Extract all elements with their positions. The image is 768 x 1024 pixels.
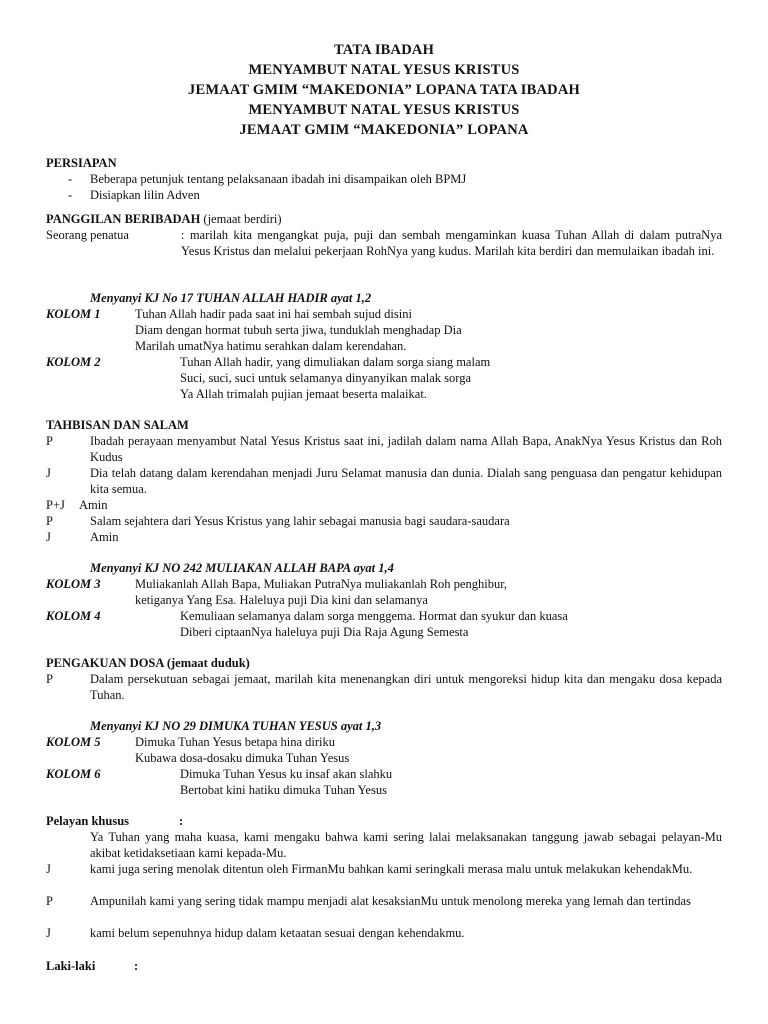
kolom6-line-2: Bertobat kini hatiku dimuka Tuhan Yesus	[180, 783, 387, 797]
persiapan-item-2: Disiapkan lilin Adven	[90, 188, 200, 202]
laki-colon: :	[134, 959, 139, 973]
kolom1-label: KOLOM 1	[46, 307, 101, 321]
panggilan-text: : marilah kita mengangkat puja, puji dan sembah mengaminkan kuasa Tuhan Allah di dalam putraNya Yesus Kristus dan melalui pekerjaan RohNya yang kudus. Marilah kita berdiri dan memulaikan ibadah ini.	[181, 228, 722, 258]
panggilan-heading-row	[46, 211, 282, 227]
pelayan-label-1: J	[46, 862, 51, 876]
kolom2-label: KOLOM 2	[46, 355, 101, 369]
tahbisan-label-4: P	[46, 514, 53, 528]
pelayan-label-3: J	[46, 926, 51, 940]
title-line-5: JEMAAT GMIM “MAKEDONIA” LOPANA	[239, 122, 529, 138]
pelayan-colon: :	[179, 814, 184, 828]
persiapan-bullet-2: -	[68, 188, 73, 202]
persiapan-item-1: Beberapa petunjuk tentang pelaksanaan ibadah ini disampaikan oleh BPMJ	[90, 172, 467, 186]
tahbisan-text-1: Ibadah perayaan menyambut Natal Yesus Kristus saat ini, jadilah dalam nama Allah Bapa, AnakNya Yesus Kristus dan Roh Kudus	[90, 434, 722, 464]
title-block	[0, 40, 768, 140]
pelayan-intro: Ya Tuhan yang maha kuasa, kami mengaku bahwa kami sering lalai melaksanakan tanggung jawab sebagai pelayan-Mu akibat ketidaksetiaan kami kepada-Mu.	[90, 830, 722, 860]
song1-title: Menyanyi KJ No 17 TUHAN ALLAH HADIR ayat 1,2	[90, 291, 372, 305]
kolom3-label: KOLOM 3	[46, 577, 101, 591]
tahbisan-label-3: P+J	[46, 498, 65, 512]
tahbisan-text-3: Amin	[79, 498, 108, 512]
kolom5-label: KOLOM 5	[46, 735, 101, 749]
kolom3-line-2: ketiganya Yang Esa. Haleluya puji Dia kini dan selamanya	[135, 593, 428, 607]
tahbisan-text-5: Amin	[90, 530, 119, 544]
kolom1-line-2: Diam dengan hormat tubuh serta jiwa, tunduklah menghadap Dia	[135, 323, 462, 337]
persiapan-bullet-1: -	[68, 172, 73, 186]
kolom3-line-1: Muliakanlah Allah Bapa, Muliakan PutraNya muliakanlah Roh penghibur,	[135, 577, 507, 591]
kolom6-label: KOLOM 6	[46, 767, 101, 781]
panggilan-note: (jemaat berdiri)	[200, 212, 282, 226]
tahbisan-label-1: P	[46, 434, 53, 448]
pengakuan-label: P	[46, 672, 53, 686]
laki-heading: Laki-laki	[46, 959, 96, 973]
title-line-4: MENYAMBUT NATAL YESUS KRISTUS	[248, 102, 520, 118]
tahbisan-heading: TAHBISAN DAN SALAM	[46, 418, 189, 432]
title-line-2: MENYAMBUT NATAL YESUS KRISTUS	[248, 62, 520, 78]
kolom2-line-2: Suci, suci, suci untuk selamanya dinyanyikan malak sorga	[180, 371, 472, 385]
kolom5-line-1: Dimuka Tuhan Yesus betapa hina diriku	[135, 735, 335, 749]
tahbisan-label-5: J	[46, 530, 51, 544]
kolom5-line-2: Kubawa dosa-dosaku dimuka Tuhan Yesus	[135, 751, 350, 765]
kolom4-line-1: Kemuliaan selamanya dalam sorga menggema. Hormat dan syukur dan kuasa	[180, 609, 568, 623]
kolom6-line-1: Dimuka Tuhan Yesus ku insaf akan slahku	[180, 767, 393, 781]
tahbisan-label-2: J	[46, 466, 51, 480]
persiapan-heading: PERSIAPAN	[46, 156, 117, 170]
kolom4-line-2: Diberi ciptaanNya haleluya puji Dia Raja Agung Semesta	[180, 625, 469, 639]
pengakuan-text: Dalam persekutuan sebagai jemaat, marilah kita menenangkan diri untuk mengoreksi hidup kita dan mengaku dosa kepada Tuhan.	[90, 672, 722, 702]
pelayan-text-2: Ampunilah kami yang sering tidak mampu menjadi alat kesaksianMu untuk menolong mereka yang lemah dan tertindas	[90, 894, 691, 908]
pelayan-text-1: kami juga sering menolak ditentun oleh FirmanMu bahkan kami seringkali merasa malu untuk melakukan kehendakMu.	[90, 862, 693, 876]
song3-title: Menyanyi KJ NO 29 DIMUKA TUHAN YESUS ayat 1,3	[90, 719, 382, 733]
title-line-1: TATA IBADAH	[333, 42, 435, 58]
pelayan-heading: Pelayan khusus	[46, 814, 130, 828]
kolom4-label: KOLOM 4	[46, 609, 101, 623]
pengakuan-heading: PENGAKUAN DOSA (jemaat duduk)	[46, 656, 250, 670]
kolom2-line-1: Tuhan Allah hadir, yang dimuliakan dalam sorga siang malam	[180, 355, 491, 369]
panggilan-heading: PANGGILAN BERIBADAH	[46, 212, 201, 226]
title-line-3: JEMAAT GMIM “MAKEDONIA” LOPANA TATA IBADAH	[188, 82, 580, 98]
kolom1-line-3: Marilah umatNya hatimu serahkan dalam kerendahan.	[135, 339, 407, 353]
panggilan-speaker: Seorang penatua	[46, 228, 129, 242]
pelayan-label-2: P	[46, 894, 53, 908]
pelayan-text-3: kami belum sepenuhnya hidup dalam ketaatan sesuai dengan kehendakmu.	[90, 926, 465, 940]
tahbisan-text-4: Salam sejahtera dari Yesus Kristus yang lahir sebagai manusia bagi saudara-saudara	[90, 514, 510, 528]
kolom1-line-1: Tuhan Allah hadir pada saat ini hai sembah sujud disini	[135, 307, 412, 321]
tahbisan-text-2: Dia telah datang dalam kerendahan menjadi Juru Selamat manusia dan dunia. Dialah sang penguasa dan pengatur kehidupan kita semua.	[90, 466, 722, 496]
kolom2-line-3: Ya Allah trimalah pujian jemaat beserta malaikat.	[180, 387, 427, 401]
song2-title: Menyanyi KJ NO 242 MULIAKAN ALLAH BAPA ayat 1,4	[90, 561, 394, 575]
